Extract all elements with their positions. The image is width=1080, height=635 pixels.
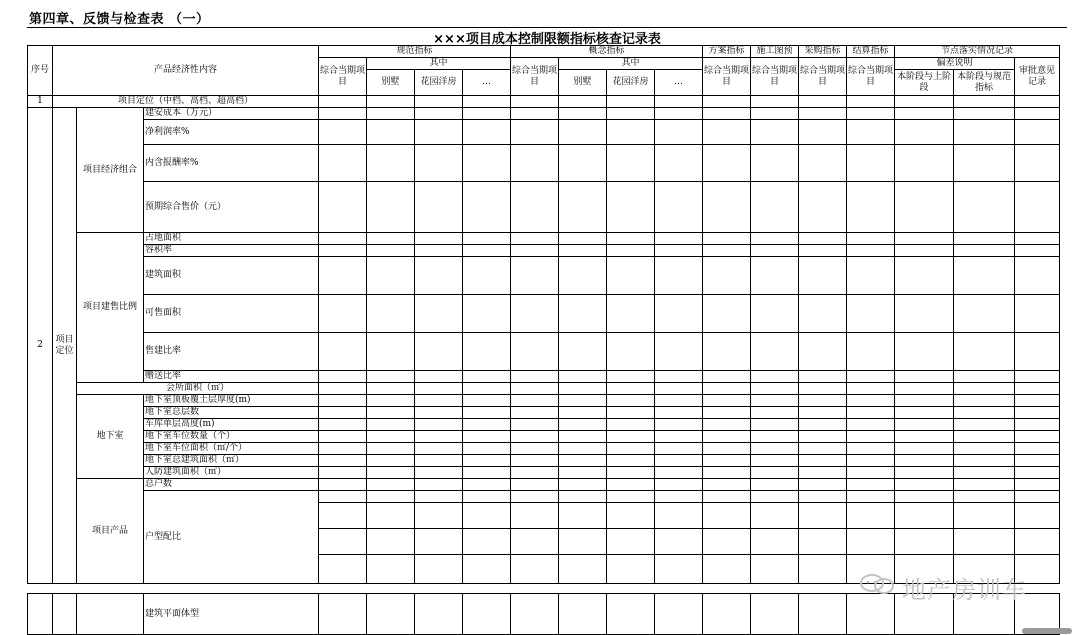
header-garden: 花园洋房: [415, 70, 463, 96]
header-villa: 别墅: [559, 70, 607, 96]
table-row: [28, 182, 1060, 233]
item-label: 建筑平面体型: [144, 594, 319, 635]
header-node: 节点落实情况记录: [895, 46, 1060, 58]
item-label: 售建比率: [144, 333, 319, 371]
table-row: [28, 245, 1060, 257]
table-row: [28, 479, 1060, 491]
header-composite: 综合当期项目: [511, 58, 559, 96]
header-std: 规范指标: [319, 46, 511, 58]
item-label: 赠送比率: [144, 371, 319, 383]
table-row: [28, 96, 1060, 108]
item-label: 总户数: [144, 479, 319, 491]
table-row: [28, 395, 1060, 407]
row-seq: 2: [28, 108, 53, 584]
header-approval: 审批意见记录: [1015, 58, 1060, 96]
item-label: 地下室总层数: [144, 407, 319, 419]
table-row: [28, 257, 1060, 295]
cost-control-table: [27, 45, 1060, 584]
row-label: 项目定位（中档、高档、超高档）: [53, 96, 319, 108]
item-label: 人防建筑面积（㎡）: [144, 467, 319, 479]
table-row: [28, 383, 1060, 395]
wechat-logo-icon: [858, 572, 898, 596]
header-garden: 花园洋房: [607, 70, 655, 96]
item-label: 建安成本（万元）: [144, 108, 319, 120]
item-label: 地下室总建筑面积（㎡）: [144, 455, 319, 467]
table-row: [28, 145, 1060, 182]
group-label: 项目建售比例: [77, 233, 144, 383]
header-of-which: 其中: [559, 58, 703, 70]
table-row: [28, 407, 1060, 419]
item-label: 户型配比: [144, 491, 319, 584]
item-label: 车库单层高度(m): [144, 419, 319, 431]
table-row: [28, 233, 1060, 245]
header-deviation: 偏差说明: [895, 58, 1015, 70]
group-label: 项目产品: [77, 479, 144, 584]
table-row: [28, 443, 1060, 455]
group-label: 项目经济组合: [77, 108, 144, 233]
table-row: [28, 491, 1060, 503]
item-label: 净利润率%: [144, 120, 319, 145]
header-concept: 概念指标: [511, 46, 703, 58]
item-label: 预期综合售价（元）: [144, 182, 319, 233]
item-label: 内含报酬率%: [144, 145, 319, 182]
table-title: ×××项目成本控制限额指标核查记录表: [433, 32, 661, 47]
item-label: 容积率: [144, 245, 319, 257]
table-row: [28, 467, 1060, 479]
header-composite: 综合当期项目: [319, 58, 367, 96]
header-villa: 别墅: [367, 70, 415, 96]
header-settlement: 结算指标: [847, 46, 895, 58]
item-label: 地下室车位面积（㎡/个）: [144, 443, 319, 455]
table-row: [28, 431, 1060, 443]
table-row: [28, 333, 1060, 371]
item-label: 地下室车位数量（个）: [144, 431, 319, 443]
item-label: 地下室顶板覆土层厚度(m): [144, 395, 319, 407]
header-composite: 综合当期项目: [751, 58, 799, 96]
chapter-title: 第四章、反馈与检查表 （一）: [29, 12, 210, 27]
scroll-indicator: [1022, 628, 1072, 634]
row-seq: 1: [28, 96, 53, 108]
header-etc: …: [655, 70, 703, 96]
item-label: 会所面积（㎡）: [77, 383, 319, 395]
header-composite: 综合当期项目: [847, 58, 895, 96]
table-row: [28, 120, 1060, 145]
table-row: [28, 371, 1060, 383]
category-label: 项目定位: [53, 108, 77, 584]
watermark-text: 地产房训车: [902, 576, 1027, 604]
table-row: [28, 455, 1060, 467]
header-composite: 综合当期项目: [703, 58, 751, 96]
header-construction: 施工图预: [751, 46, 799, 58]
item-label: 占地面积: [144, 233, 319, 245]
table-row: [28, 295, 1060, 333]
group-label: 地下室: [77, 395, 144, 479]
header-content: 产品经济性内容: [53, 46, 319, 96]
header-purchase: 采购指标: [799, 46, 847, 58]
table-row: [28, 108, 1060, 120]
header-dev-prev: 本阶段与上阶段: [895, 70, 954, 96]
header-seq: 序号: [28, 46, 53, 96]
header-of-which: 其中: [367, 58, 511, 70]
header-composite: 综合当期项目: [799, 58, 847, 96]
table-row: [28, 419, 1060, 431]
header-etc: …: [463, 70, 511, 96]
header-scheme: 方案指标: [703, 46, 751, 58]
item-label: 可售面积: [144, 295, 319, 333]
item-label: 建筑面积: [144, 257, 319, 295]
header-dev-std: 本阶段与规范指标: [954, 70, 1015, 96]
